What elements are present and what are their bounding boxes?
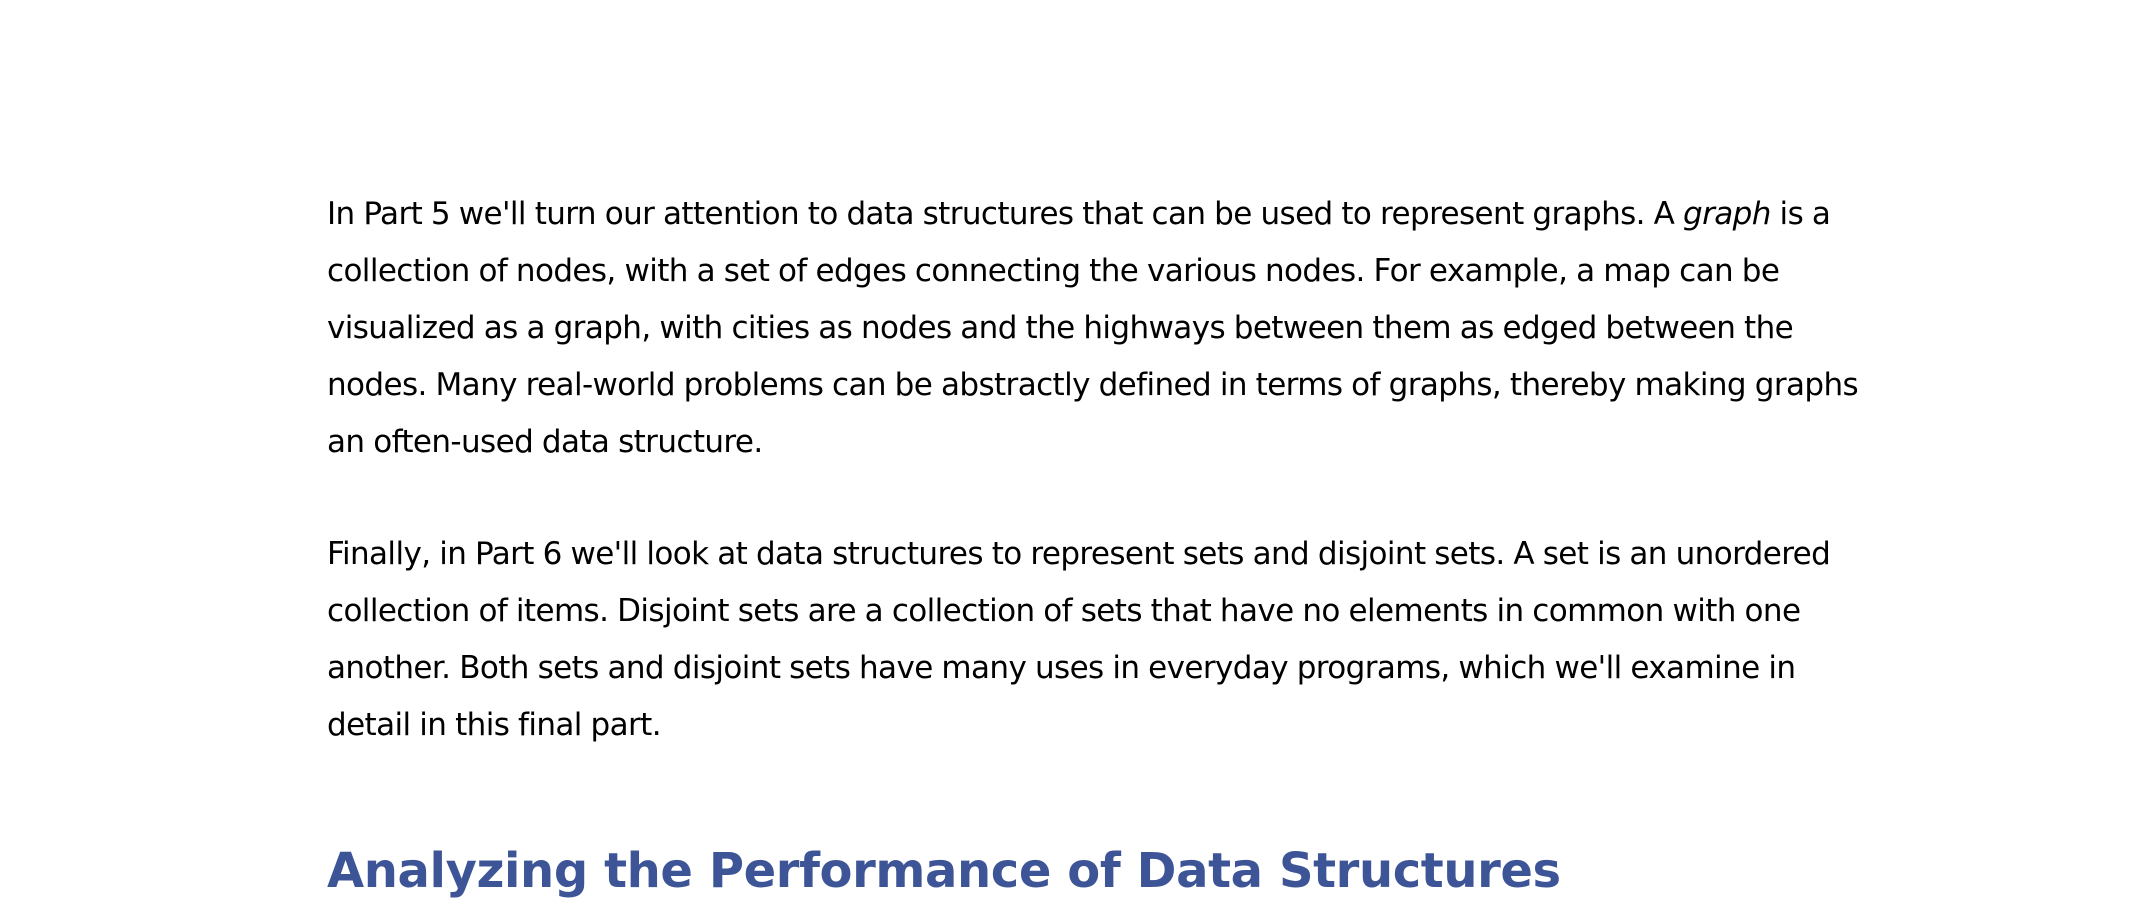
paragraph-graphs-text-before: In Part 5 we'll turn our attention to data structures that can be used to represent graphs. A xyxy=(327,196,1684,232)
section-heading: Analyzing the Performance of Data Structures xyxy=(327,843,1561,899)
paragraph-graphs-text-after: is a collection of nodes, with a set of edges connecting the various nodes. For example, a map can be visualized as a graph, with cities as nodes and the highways between them as edged between the nodes. Many real-world problems can be abstractly defined in terms of graphs, thereby making graphs an often-used data structure. xyxy=(327,196,1859,460)
document-body xyxy=(327,186,1887,901)
graph-term-emphasis: graph xyxy=(1683,196,1771,232)
paragraph-graphs xyxy=(327,186,1887,471)
paragraph-sets: Finally, in Part 6 we'll look at data structures to represent sets and disjoint sets. A set is an unordered collection of items. Disjoint sets are a collection of sets that have no elements in common with one another. Both sets and disjoint sets have many uses in everyday programs, which we'll examine in detail in this final part. xyxy=(327,536,1831,743)
